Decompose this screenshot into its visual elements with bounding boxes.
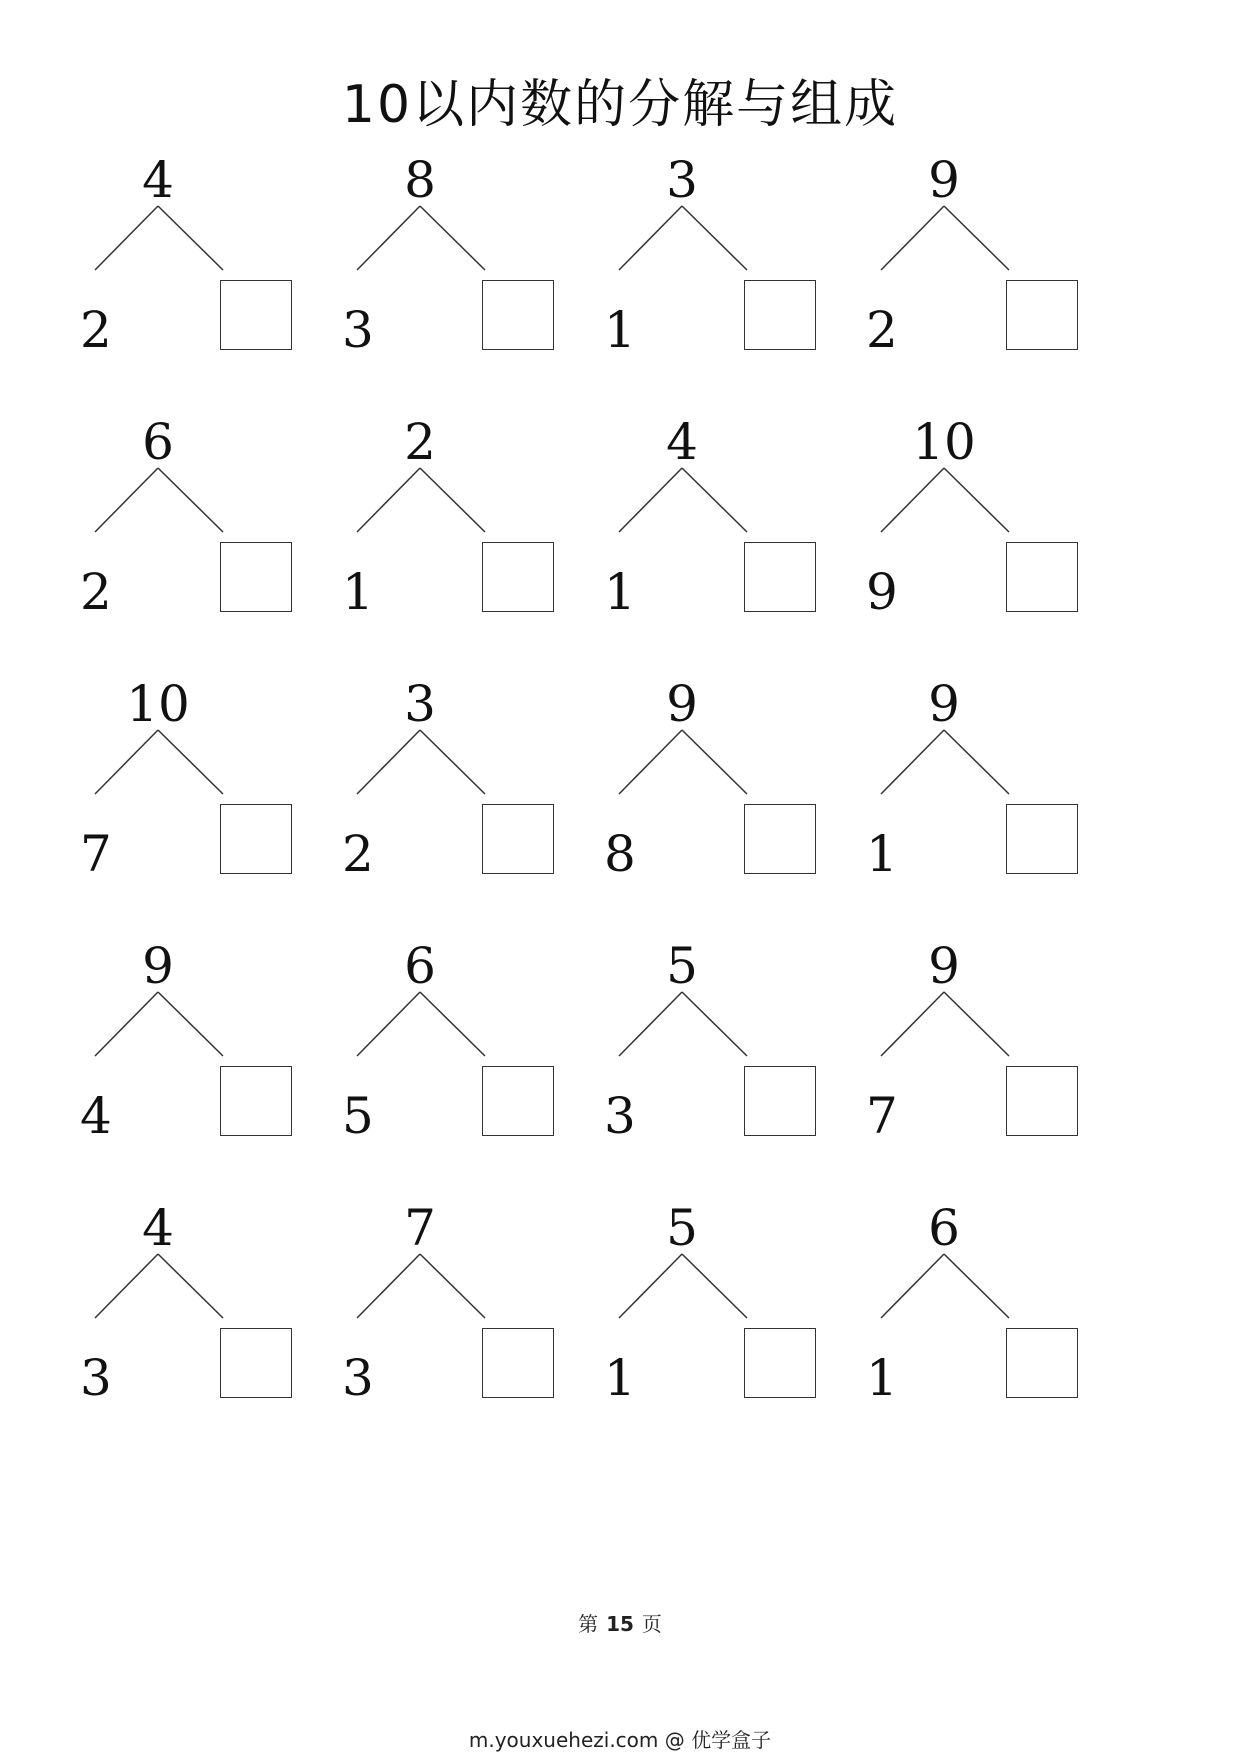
left-branch-line bbox=[95, 730, 158, 794]
right-branch-line bbox=[420, 206, 485, 270]
number-bond-problem bbox=[604, 412, 879, 652]
left-branch-line bbox=[357, 206, 420, 270]
right-branch-line bbox=[158, 468, 223, 532]
page-number bbox=[0, 1608, 1240, 1637]
known-part-number: 3 bbox=[342, 1349, 374, 1407]
right-branch-line bbox=[944, 1254, 1009, 1318]
number-bond-problem bbox=[604, 150, 879, 390]
total-number: 6 bbox=[928, 1199, 960, 1257]
left-branch-line bbox=[357, 730, 420, 794]
answer-box[interactable] bbox=[220, 804, 292, 874]
total-number: 4 bbox=[142, 1199, 174, 1257]
number-bond-problem bbox=[604, 936, 879, 1176]
answer-box[interactable] bbox=[482, 804, 554, 874]
left-branch-line bbox=[619, 1254, 682, 1318]
number-bond-problem bbox=[342, 936, 617, 1176]
known-part-number: 4 bbox=[80, 1087, 112, 1145]
answer-box[interactable] bbox=[482, 542, 554, 612]
right-branch-line bbox=[682, 1254, 747, 1318]
page-title: 10以内数的分解与组成 bbox=[341, 75, 899, 135]
right-branch-line bbox=[420, 992, 485, 1056]
total-number: 5 bbox=[666, 1199, 698, 1257]
answer-box[interactable] bbox=[1006, 1066, 1078, 1136]
total-number: 6 bbox=[142, 413, 174, 471]
number-bond-problem bbox=[342, 150, 617, 390]
right-branch-line bbox=[682, 468, 747, 532]
right-branch-line bbox=[420, 468, 485, 532]
number-bond-problem bbox=[604, 1198, 879, 1438]
total-number: 4 bbox=[666, 413, 698, 471]
left-branch-line bbox=[95, 468, 158, 532]
left-branch-line bbox=[881, 730, 944, 794]
known-part-number: 7 bbox=[80, 825, 112, 883]
number-bond-problem bbox=[342, 1198, 617, 1438]
known-part-number: 1 bbox=[604, 563, 636, 621]
left-branch-line bbox=[619, 206, 682, 270]
number-bond-problem bbox=[80, 150, 355, 390]
known-part-number: 1 bbox=[866, 825, 898, 883]
page-number-value: 15 bbox=[606, 1612, 634, 1636]
left-branch-line bbox=[881, 1254, 944, 1318]
known-part-number: 5 bbox=[342, 1087, 374, 1145]
answer-box[interactable] bbox=[744, 542, 816, 612]
known-part-number: 3 bbox=[80, 1349, 112, 1407]
right-branch-line bbox=[682, 730, 747, 794]
right-branch-line bbox=[420, 1254, 485, 1318]
right-branch-line bbox=[158, 206, 223, 270]
known-part-number: 3 bbox=[604, 1087, 636, 1145]
right-branch-line bbox=[158, 730, 223, 794]
left-branch-line bbox=[881, 468, 944, 532]
answer-box[interactable] bbox=[220, 280, 292, 350]
answer-box[interactable] bbox=[1006, 1328, 1078, 1398]
total-number: 2 bbox=[404, 413, 436, 471]
total-number: 9 bbox=[928, 151, 960, 209]
total-number: 9 bbox=[928, 937, 960, 995]
known-part-number: 7 bbox=[866, 1087, 898, 1145]
number-bond-problem bbox=[866, 936, 1141, 1176]
left-branch-line bbox=[95, 206, 158, 270]
total-number: 10 bbox=[912, 413, 976, 471]
left-branch-line bbox=[357, 992, 420, 1056]
right-branch-line bbox=[944, 206, 1009, 270]
total-number: 7 bbox=[404, 1199, 436, 1257]
page-suffix: 页 bbox=[641, 1612, 662, 1636]
number-bond-problem bbox=[80, 936, 355, 1176]
right-branch-line bbox=[944, 992, 1009, 1056]
number-bond-problem bbox=[80, 674, 355, 914]
answer-box[interactable] bbox=[482, 1328, 554, 1398]
right-branch-line bbox=[158, 1254, 223, 1318]
right-branch-line bbox=[682, 992, 747, 1056]
total-number: 8 bbox=[404, 151, 436, 209]
right-branch-line bbox=[158, 992, 223, 1056]
answer-box[interactable] bbox=[220, 1066, 292, 1136]
known-part-number: 9 bbox=[866, 563, 898, 621]
right-branch-line bbox=[682, 206, 747, 270]
total-number: 5 bbox=[666, 937, 698, 995]
known-part-number: 3 bbox=[342, 301, 374, 359]
known-part-number: 8 bbox=[604, 825, 636, 883]
answer-box[interactable] bbox=[744, 1328, 816, 1398]
answer-box[interactable] bbox=[1006, 804, 1078, 874]
total-number: 9 bbox=[928, 675, 960, 733]
left-branch-line bbox=[95, 992, 158, 1056]
left-branch-line bbox=[95, 1254, 158, 1318]
left-branch-line bbox=[619, 468, 682, 532]
answer-box[interactable] bbox=[744, 280, 816, 350]
number-bond-problem bbox=[866, 674, 1141, 914]
number-bond-problem bbox=[80, 1198, 355, 1438]
answer-box[interactable] bbox=[220, 1328, 292, 1398]
footer-watermark: m.youxuehezi.com @ 优学盒子 bbox=[468, 1728, 772, 1752]
left-branch-line bbox=[881, 206, 944, 270]
known-part-number: 1 bbox=[604, 301, 636, 359]
total-number: 3 bbox=[404, 675, 436, 733]
answer-box[interactable] bbox=[482, 1066, 554, 1136]
number-bond-problem bbox=[866, 412, 1141, 652]
known-part-number: 2 bbox=[80, 563, 112, 621]
total-number: 9 bbox=[666, 675, 698, 733]
right-branch-line bbox=[944, 468, 1009, 532]
answer-box[interactable] bbox=[744, 804, 816, 874]
known-part-number: 1 bbox=[866, 1349, 898, 1407]
total-number: 3 bbox=[666, 151, 698, 209]
known-part-number: 2 bbox=[342, 825, 374, 883]
number-bond-problem bbox=[866, 1198, 1141, 1438]
left-branch-line bbox=[357, 1254, 420, 1318]
right-branch-line bbox=[944, 730, 1009, 794]
number-bond-problem bbox=[342, 412, 617, 652]
left-branch-line bbox=[619, 730, 682, 794]
total-number: 6 bbox=[404, 937, 436, 995]
answer-box[interactable] bbox=[220, 542, 292, 612]
total-number: 9 bbox=[142, 937, 174, 995]
total-number: 4 bbox=[142, 151, 174, 209]
answer-box[interactable] bbox=[482, 280, 554, 350]
left-branch-line bbox=[357, 468, 420, 532]
right-branch-line bbox=[420, 730, 485, 794]
number-bond-problem bbox=[866, 150, 1141, 390]
left-branch-line bbox=[619, 992, 682, 1056]
answer-box[interactable] bbox=[1006, 542, 1078, 612]
known-part-number: 1 bbox=[342, 563, 374, 621]
known-part-number: 2 bbox=[80, 301, 112, 359]
total-number: 10 bbox=[126, 675, 190, 733]
number-bond-problem bbox=[604, 674, 879, 914]
page-prefix: 第 bbox=[578, 1612, 599, 1636]
left-branch-line bbox=[881, 992, 944, 1056]
number-bond-problem bbox=[342, 674, 617, 914]
number-bond-problem bbox=[80, 412, 355, 652]
answer-box[interactable] bbox=[744, 1066, 816, 1136]
answer-box[interactable] bbox=[1006, 280, 1078, 350]
known-part-number: 2 bbox=[866, 301, 898, 359]
known-part-number: 1 bbox=[604, 1349, 636, 1407]
